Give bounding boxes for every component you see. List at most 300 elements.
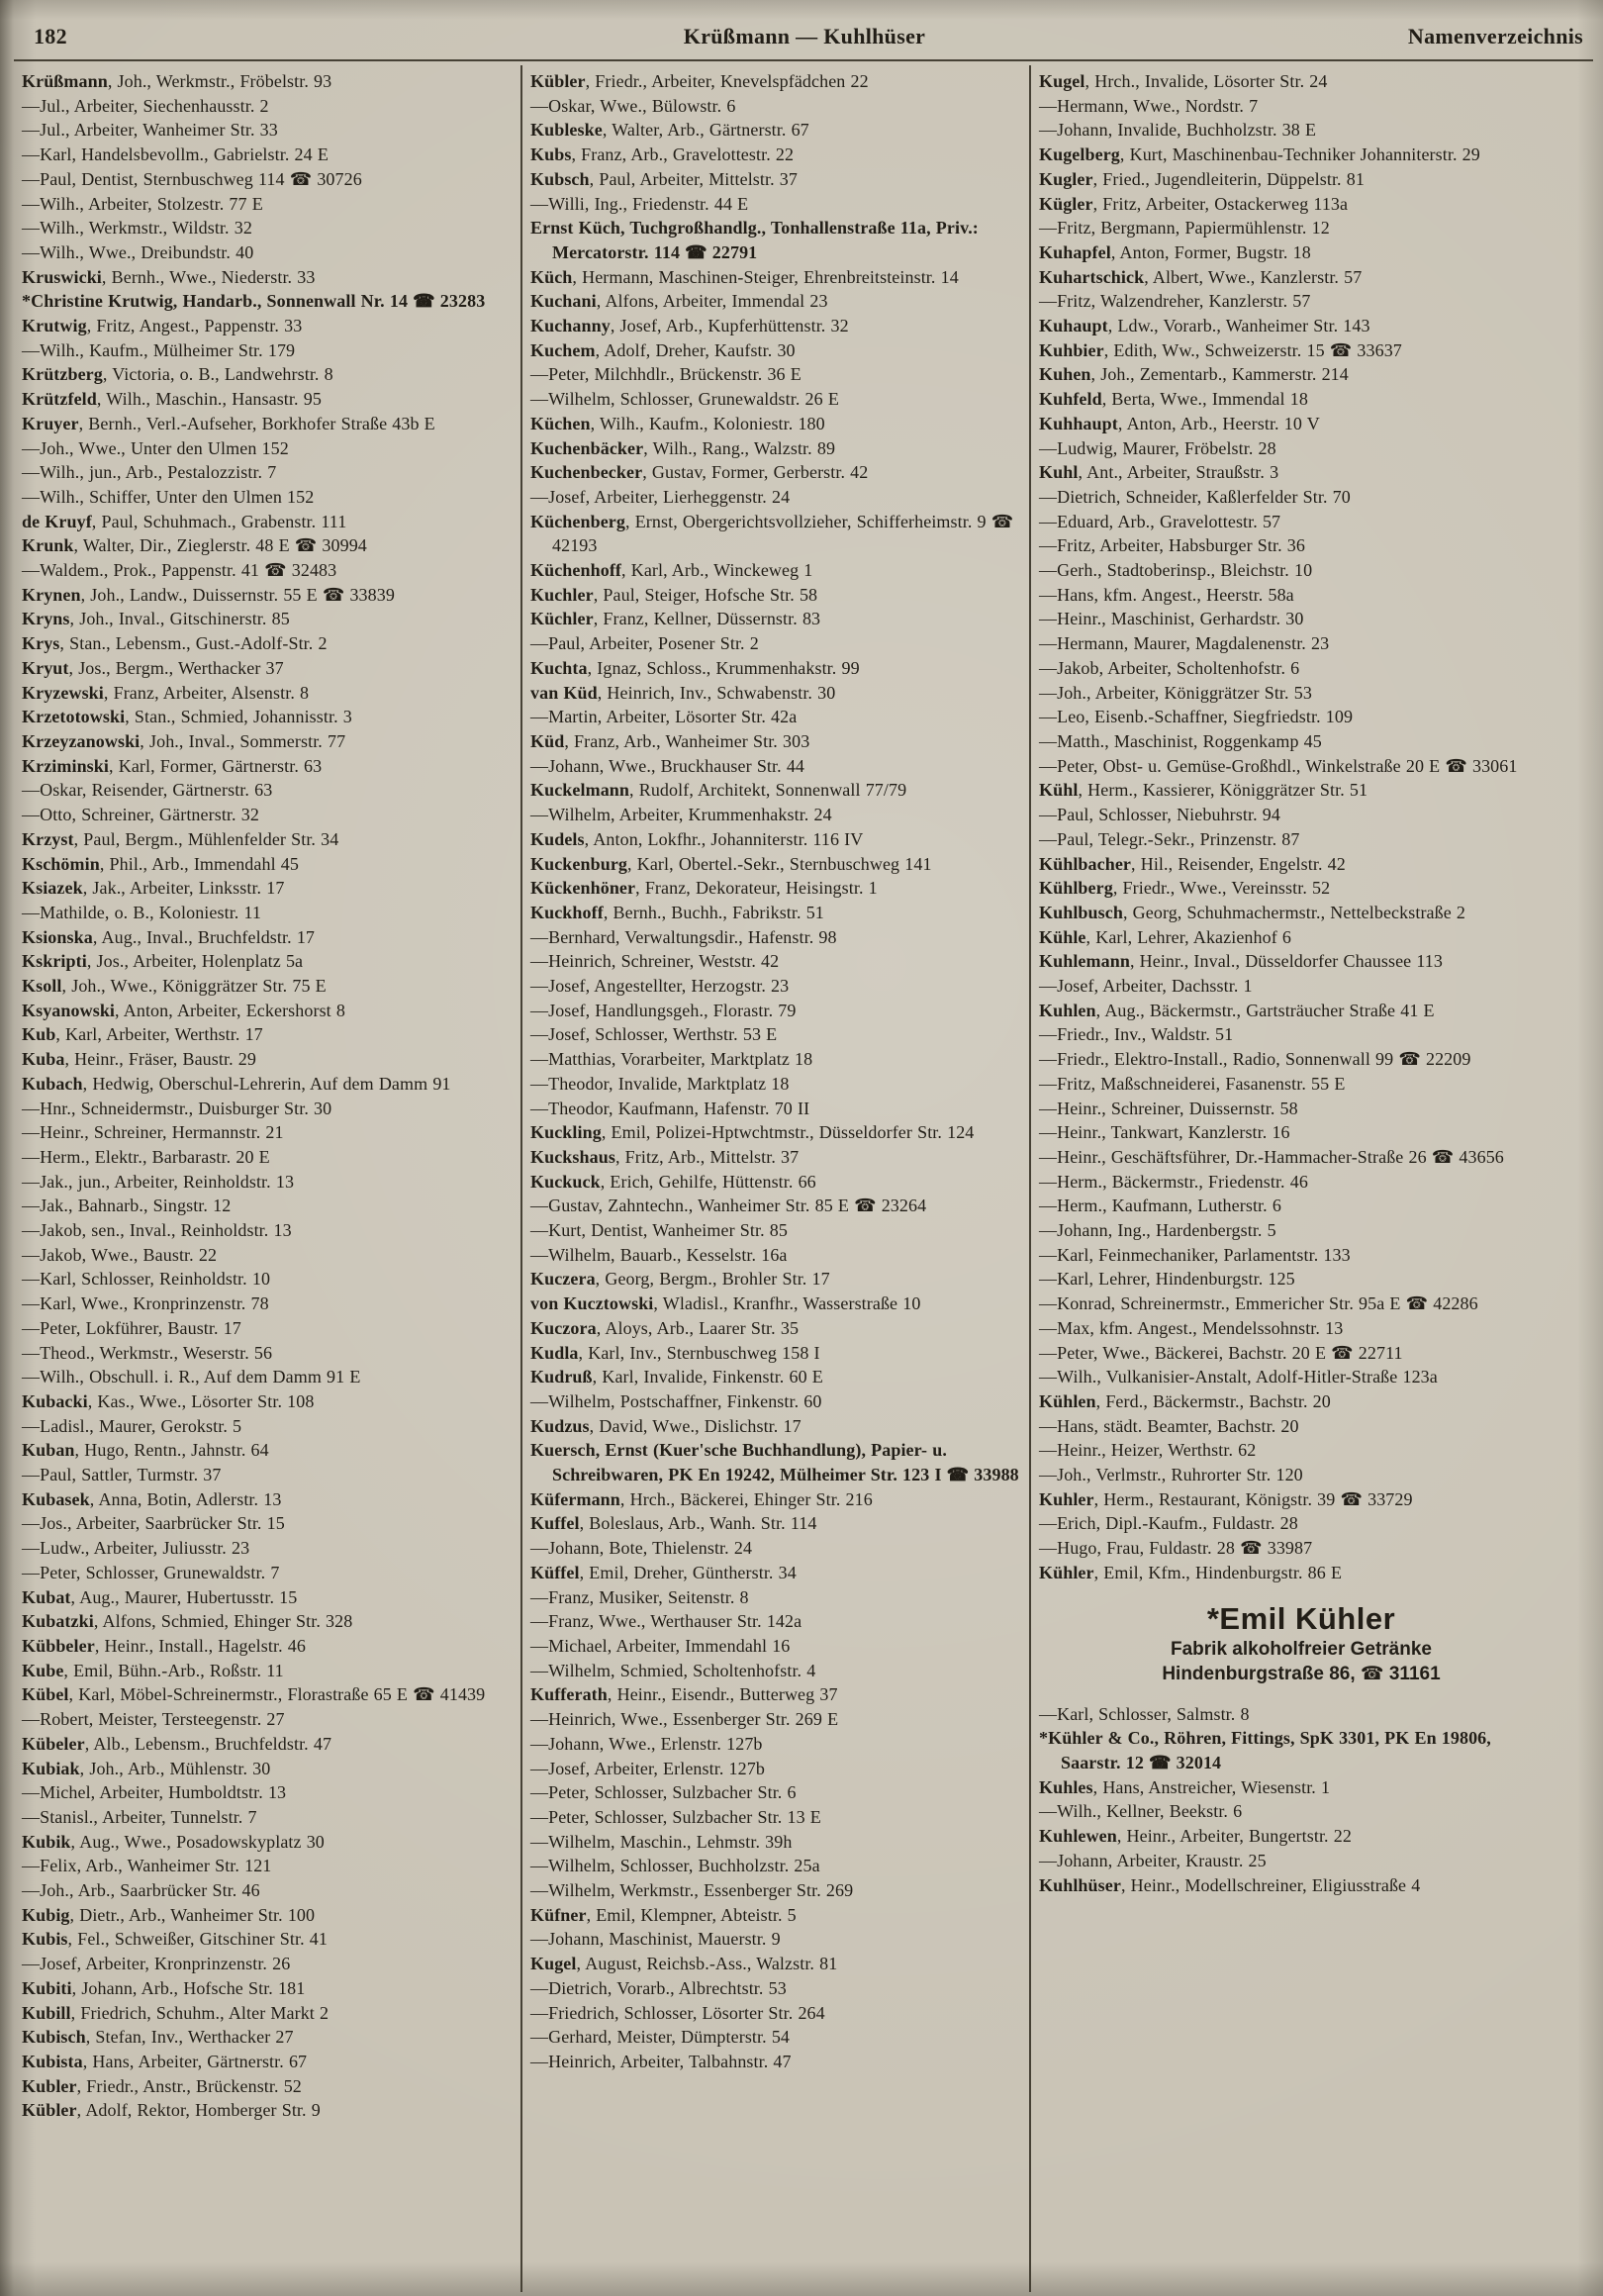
entry-surname: Kubisch — [22, 2027, 86, 2048]
entry-surname: Kuchem — [530, 339, 596, 360]
directory-entry: Kübler, Adolf, Rektor, Homberger Str. 9 — [22, 2100, 321, 2121]
directory-entry: —Johann, Maschinist, Mauerstr. 9 — [530, 1929, 781, 1950]
directory-entry: Kühlbacher, Hil., Reisender, Engelstr. 42 — [1039, 853, 1346, 874]
directory-entry: —Peter, Milchhdlr., Brückenstr. 36 E — [530, 364, 802, 385]
entry-surname: Kryzewski — [22, 682, 104, 703]
directory-entry: Kuckuck, Erich, Gehilfe, Hüttenstr. 66 — [530, 1171, 816, 1192]
entry-surname: Kub — [22, 1024, 56, 1045]
directory-entry: —Karl, Schlosser, Salmstr. 8 — [1039, 1703, 1250, 1724]
directory-entry: —Karl, Wwe., Kronprinzenstr. 78 — [22, 1293, 269, 1314]
entry-surname: Krützfeld — [22, 389, 97, 410]
directory-entry: Küfner, Emil, Klempner, Abteistr. 5 — [530, 1904, 797, 1925]
directory-entry: —Erich, Dipl.-Kaufm., Fuldastr. 28 — [1039, 1513, 1298, 1534]
section-label: Namenverzeichnis — [1407, 24, 1583, 48]
directory-entry: —Josef, Arbeiter, Lierheggenstr. 24 — [530, 486, 791, 507]
entry-surname: Kübler — [530, 71, 586, 91]
directory-entry: —Wilh., Werkmstr., Wildstr. 32 — [22, 218, 252, 239]
directory-entry: Ksiazek, Jak., Arbeiter, Linksstr. 17 — [22, 878, 285, 899]
directory-entry: Kuchler, Paul, Steiger, Hofsche Str. 58 — [530, 584, 818, 605]
entry-surname: Kugel — [530, 1954, 577, 1974]
directory-entry: Kuhbier, Edith, Ww., Schweizerstr. 15 ☎ 33637 — [1039, 339, 1402, 360]
directory-entry: —Gustav, Zahntechn., Wanheimer Str. 85 E ☎ 23264 — [530, 1196, 927, 1216]
directory-entry: Kubisch, Stefan, Inv., Werthacker 27 — [22, 2027, 294, 2048]
directory-entry: Kubler, Friedr., Anstr., Brückenstr. 52 — [22, 2075, 302, 2096]
directory-entry: Kuhl, Ant., Arbeiter, Straußstr. 3 — [1039, 462, 1279, 483]
directory-entry: Kuhlen, Aug., Bäckermstr., Gartsträucher Straße 41 E — [1039, 1000, 1435, 1020]
directory-entry: Kudzus, David, Wwe., Dislichstr. 17 — [530, 1415, 802, 1436]
entry-surname: Küffel — [530, 1562, 580, 1582]
directory-entry: Kühlen, Ferd., Bäckermstr., Bachstr. 20 — [1039, 1390, 1331, 1411]
directory-entry: Kudla, Karl, Inv., Sternbuschweg 158 I — [530, 1342, 820, 1363]
directory-entry: Kuhlemann, Heinr., Inval., Düsseldorfer Chaussee 113 — [1039, 951, 1443, 972]
directory-entry: Kügler, Fritz, Arbeiter, Ostackerweg 113a — [1039, 193, 1349, 214]
entry-surname: Kuchani — [530, 291, 597, 312]
directory-entry: —Johann, Wwe., Erlenstr. 127b — [530, 1733, 763, 1754]
directory-entry: —Josef, Angestellter, Herzogstr. 23 — [530, 976, 790, 997]
directory-entry: Kuersch, Ernst (Kuer'sche Buchhandlung), Papier- u. Schreibwaren, PK En 19242, Mülheimer Str. 123 I ☎ 33988 — [530, 1440, 1019, 1485]
directory-entry: —Otto, Schreiner, Gärtnerstr. 32 — [22, 805, 259, 825]
directory-entry: —Hugo, Frau, Fuldastr. 28 ☎ 33987 — [1039, 1538, 1313, 1559]
entry-surname: Kuczora — [530, 1317, 597, 1338]
entry-surname: Kubach — [22, 1073, 83, 1094]
entry-surname: Kudzus — [530, 1415, 590, 1436]
entry-surname: Kudruß — [530, 1367, 593, 1387]
directory-entry: Kryzewski, Franz, Arbeiter, Alsenstr. 8 — [22, 682, 310, 703]
directory-entry: —Mathilde, o. B., Koloniestr. 11 — [22, 902, 262, 922]
directory-entry: Kubs, Franz, Arb., Gravelottestr. 22 — [530, 144, 795, 165]
directory-entry: Kübbeler, Heinr., Install., Hagelstr. 46 — [22, 1636, 306, 1656]
directory-entry: Kub, Karl, Arbeiter, Werthstr. 17 — [22, 1024, 263, 1045]
entry-surname: von Kucztowski — [530, 1293, 654, 1314]
directory-entry: —Max, kfm. Angest., Mendelssohnstr. 13 — [1039, 1317, 1344, 1338]
directory-entry: —Josef, Arbeiter, Kronprinzenstr. 26 — [22, 1954, 291, 1974]
directory-entry: —Dietrich, Schneider, Kaßlerfelder Str. 70 — [1039, 486, 1351, 507]
directory-entry: —Josef, Handlungsgeh., Florastr. 79 — [530, 1000, 797, 1020]
directory-entry: Küch, Hermann, Maschinen-Steiger, Ehrenbreitsteinstr. 14 — [530, 266, 959, 287]
entry-surname: Kubig — [22, 1904, 70, 1925]
entry-surname: Kühlen — [1039, 1390, 1096, 1411]
directory-entry: —Friedrich, Schlosser, Lösorter Str. 264 — [530, 2002, 825, 2023]
directory-entry: —Friedr., Elektro-Install., Radio, Sonnenwall 99 ☎ 22209 — [1039, 1049, 1471, 1070]
directory-entry: —Gerhard, Meister, Dümpterstr. 54 — [530, 2027, 791, 2048]
directory-entry: Krüßmann, Joh., Werkmstr., Fröbelstr. 93 — [22, 71, 332, 91]
directory-entry: Kuhles, Hans, Anstreicher, Wiesenstr. 1 — [1039, 1776, 1331, 1797]
entry-surname: Kubleske — [530, 120, 603, 141]
entry-surname: Kuba — [22, 1049, 65, 1070]
directory-entry: —Ludwig, Maurer, Fröbelstr. 28 — [1039, 437, 1276, 458]
directory-entry: —Wilh., Kellner, Beekstr. 6 — [1039, 1801, 1243, 1822]
entry-surname: Kubs — [530, 144, 572, 165]
entry-surname: Kübeler — [22, 1733, 85, 1754]
directory-entry: Kugel, Hrch., Invalide, Lösorter Str. 24 — [1039, 71, 1328, 91]
entry-surname: Kubatzki — [22, 1611, 94, 1632]
entry-surname: Kuczera — [530, 1269, 596, 1290]
directory-entry: —Wilh., Kaufm., Mülheimer Str. 179 — [22, 339, 296, 360]
directory-entry: —Jakob, Wwe., Baustr. 22 — [22, 1244, 218, 1265]
directory-entry: —Heinrich, Wwe., Essenberger Str. 269 E — [530, 1709, 839, 1730]
directory-entry: —Peter, Obst- u. Gemüse-Großhdl., Winkelstraße 20 E ☎ 33061 — [1039, 755, 1518, 776]
entry-surname: Ksionska — [22, 926, 93, 947]
directory-entry: —Kurt, Dentist, Wanheimer Str. 85 — [530, 1220, 788, 1241]
directory-entry: —Dietrich, Vorarb., Albrechtstr. 53 — [530, 1977, 787, 1998]
directory-entry: Kugelberg, Kurt, Maschinenbau-Techniker Johanniterstr. 29 — [1039, 144, 1480, 165]
directory-entry: —Karl, Handelsbevollm., Gabrielstr. 24 E — [22, 144, 329, 165]
directory-entry: Kuchem, Adolf, Dreher, Kaufstr. 30 — [530, 339, 796, 360]
directory-entry: Kubig, Dietr., Arb., Wanheimer Str. 100 — [22, 1904, 316, 1925]
directory-entry: —Gerh., Stadtoberinsp., Bleichstr. 10 — [1039, 560, 1313, 581]
directory-entry: —Franz, Wwe., Werthauser Str. 142a — [530, 1611, 802, 1632]
directory-entry: —Heinr., Heizer, Werthstr. 62 — [1039, 1440, 1257, 1461]
directory-entry: Krunk, Walter, Dir., Zieglerstr. 48 E ☎ 30994 — [22, 535, 367, 556]
entry-surname: Kuckhoff — [530, 902, 604, 922]
directory-entry: —Waldem., Prok., Pappenstr. 41 ☎ 32483 — [22, 560, 337, 581]
header-rule — [14, 59, 1593, 61]
directory-entry: —Fritz, Bergmann, Papiermühlenstr. 12 — [1039, 218, 1330, 239]
directory-entry: *Christine Krutwig, Handarb., Sonnenwall Nr. 14 ☎ 23283 — [22, 291, 486, 312]
entry-surname: Krzeyzanowski — [22, 730, 141, 751]
directory-entry: Kugler, Fried., Jugendleiterin, Düppelstr. 81 — [1039, 168, 1365, 189]
entry-surname: Kuckuck — [530, 1171, 601, 1192]
entry-surname: Kubler — [22, 2075, 77, 2096]
directory-entry: —Wilhelm, Maschin., Lehmstr. 39h — [530, 1831, 793, 1852]
directory-entry: —Robert, Meister, Tersteegenstr. 27 — [22, 1709, 285, 1730]
entry-surname: Kühl — [1039, 780, 1079, 801]
entry-surname: Kuhl — [1039, 462, 1079, 483]
directory-entry: —Paul, Schlosser, Niebuhrstr. 94 — [1039, 805, 1280, 825]
entry-surname: Kugelberg — [1039, 144, 1120, 165]
directory-entry: Kuba, Heinr., Fräser, Baustr. 29 — [22, 1049, 256, 1070]
entry-surname: Krunk — [22, 535, 74, 556]
directory-entry: —Fritz, Walzendreher, Kanzlerstr. 57 — [1039, 291, 1311, 312]
running-title: Krüßmann — Kuhlhüser — [683, 24, 926, 48]
directory-entry: Ernst Küch, Tuchgroßhandlg., Tonhallenstraße 11a, Priv.: Mercatorstr. 114 ☎ 22791 — [530, 218, 979, 262]
directory-entry: —Felix, Arb., Wanheimer Str. 121 — [22, 1856, 272, 1876]
entry-surname: Kubasek — [22, 1488, 90, 1509]
entry-surname: Kühle — [1039, 926, 1086, 947]
directory-entry: —Josef, Arbeiter, Erlenstr. 127b — [530, 1758, 765, 1778]
directory-entry: Kuckling, Emil, Polizei-Hptwchtmstr., Düsseldorfer Str. 124 — [530, 1122, 975, 1143]
directory-entry: —Theodor, Invalide, Marktplatz 18 — [530, 1073, 790, 1094]
entry-surname: Kügler — [1039, 193, 1093, 214]
entry-surname: Ksiazek — [22, 878, 83, 899]
directory-entry: —Oskar, Reisender, Gärtnerstr. 63 — [22, 780, 273, 801]
entry-surname: Ksyanowski — [22, 1000, 116, 1020]
directory-entry: —Hans, städt. Beamter, Bachstr. 20 — [1039, 1415, 1299, 1436]
entry-surname: Küch — [530, 266, 573, 287]
directory-entry: —Johann, Bote, Thielenstr. 24 — [530, 1538, 753, 1559]
entry-surname: Kuhhaupt — [1039, 413, 1118, 433]
directory-entry: Kuchanny, Josef, Arb., Kupferhüttenstr. 32 — [530, 316, 849, 336]
directory-entry: —Wilhelm, Schmied, Scholtenhofstr. 4 — [530, 1660, 816, 1680]
entry-surname: Kryut — [22, 657, 69, 678]
directory-entry: —Wilh., jun., Arb., Pestalozzistr. 7 — [22, 462, 277, 483]
directory-entry: *Kühler & Co., Röhren, Fittings, SpK 3301, PK En 19806, Saarstr. 12 ☎ 32014 — [1039, 1728, 1491, 1772]
directory-entry: —Heinr., Maschinist, Gerhardstr. 30 — [1039, 609, 1304, 629]
entry-surname: Krynen — [22, 584, 81, 605]
directory-entry: Kuczora, Aloys, Arb., Laarer Str. 35 — [530, 1317, 800, 1338]
entry-surname: Kskripti — [22, 951, 87, 972]
directory-entry: —Josef, Schlosser, Werthstr. 53 E — [530, 1024, 778, 1045]
directory-entry: Kryut, Jos., Bergm., Werthacker 37 — [22, 657, 284, 678]
directory-entry: Kruswicki, Bernh., Wwe., Niederstr. 33 — [22, 266, 316, 287]
directory-entry: Kuckshaus, Fritz, Arb., Mittelstr. 37 — [530, 1146, 800, 1167]
directory-entry: —Matth., Maschinist, Roggenkamp 45 — [1039, 730, 1322, 751]
directory-entry: Kuchenbecker, Gustav, Former, Gerberstr. 42 — [530, 462, 869, 483]
directory-entry: Kühl, Herm., Kassierer, Königgrätzer Str. 51 — [1039, 780, 1368, 801]
ad-line: Fabrik alkoholfreier Getränke — [1171, 1638, 1432, 1660]
directory-entry: —Jul., Arbeiter, Siechenhausstr. 2 — [22, 95, 269, 116]
directory-entry: —Ladisl., Maurer, Gerokstr. 5 — [22, 1415, 242, 1436]
directory-entry: Kufferath, Heinr., Eisendr., Butterweg 37 — [530, 1684, 838, 1705]
directory-entry: —Heinr., Tankwart, Kanzlerstr. 16 — [1039, 1122, 1290, 1143]
directory-entry: —Hermann, Wwe., Nordstr. 7 — [1039, 95, 1259, 116]
directory-entry: —Heinr., Schreiner, Hermannstr. 21 — [22, 1122, 284, 1143]
directory-entry: —Wilhelm, Arbeiter, Krummenhakstr. 24 — [530, 805, 832, 825]
directory-entry: Krziminski, Karl, Former, Gärtnerstr. 63 — [22, 755, 323, 776]
directory-entry: Ksyanowski, Anton, Arbeiter, Eckershorst 8 — [22, 1000, 345, 1020]
directory-entry: Kuffel, Boleslaus, Arb., Wanh. Str. 114 — [530, 1513, 817, 1534]
entry-surname: Kübel — [22, 1684, 69, 1705]
directory-entry: Kuhapfel, Anton, Former, Bugstr. 18 — [1039, 241, 1311, 262]
directory-entry: Kuckelmann, Rudolf, Architekt, Sonnenwall 77/79 — [530, 780, 907, 801]
entry-surname: Kufferath — [530, 1684, 608, 1705]
directory-entry: —Paul, Arbeiter, Posener Str. 2 — [530, 633, 759, 654]
entry-surname: Kückenhöner — [530, 878, 636, 899]
directory-entry: Kuchta, Ignaz, Schloss., Krummenhakstr. 99 — [530, 657, 860, 678]
directory-entry: —Josef, Arbeiter, Dachsstr. 1 — [1039, 976, 1253, 997]
directory-entry: —Paul, Telegr.-Sekr., Prinzenstr. 87 — [1039, 828, 1300, 849]
directory-entry: Kuban, Hugo, Rentn., Jahnstr. 64 — [22, 1440, 269, 1461]
directory-entry: —Franz, Musiker, Seitenstr. 8 — [530, 1586, 749, 1607]
directory-entry: —Karl, Lehrer, Hindenburgstr. 125 — [1039, 1269, 1295, 1290]
directory-entry: Kübler, Friedr., Arbeiter, Knevelspfädchen 22 — [530, 71, 869, 91]
directory-entry: Krutwig, Fritz, Angest., Pappenstr. 33 — [22, 316, 303, 336]
directory-entry: Kübel, Karl, Möbel-Schreinermstr., Florastraße 65 E ☎ 41439 — [22, 1684, 486, 1705]
directory-entry: Kuchani, Alfons, Arbeiter, Immendal 23 — [530, 291, 828, 312]
directory-entry: —Wilh., Vulkanisier-Anstalt, Adolf-Hitler-Straße 123a — [1039, 1367, 1438, 1387]
entry-surname: Kudla — [530, 1342, 579, 1363]
directory-entry: —Ludw., Arbeiter, Juliusstr. 23 — [22, 1538, 250, 1559]
entry-surname: Kühlbacher — [1039, 853, 1132, 874]
directory-entry: —Peter, Lokführer, Baustr. 17 — [22, 1317, 241, 1338]
directory-entry: Kuchenbäcker, Wilh., Rang., Walzstr. 89 — [530, 437, 836, 458]
directory-entry: von Kucztowski, Wladisl., Kranfhr., Wasserstraße 10 — [530, 1293, 921, 1314]
entry-surname: Krüßmann — [22, 71, 108, 91]
directory-entry: Kuckenburg, Karl, Obertel.-Sekr., Sternbuschweg 141 — [530, 853, 932, 874]
directory-entry: —Konrad, Schreinermstr., Emmericher Str. 95a E ☎ 42286 — [1039, 1293, 1478, 1314]
entry-surname: Küchenhoff — [530, 560, 622, 581]
directory-entry: —Matthias, Vorarbeiter, Marktplatz 18 — [530, 1049, 813, 1070]
entry-surname: Kuhlewen — [1039, 1826, 1117, 1847]
entry-surname: Kubsch — [530, 168, 590, 189]
directory-entry: Kuhlbusch, Georg, Schuhmachermstr., Nettelbeckstraße 2 — [1039, 902, 1466, 922]
entry-surname: Krziminski — [22, 755, 110, 776]
directory-entry: —Wilh., Schiffer, Unter den Ulmen 152 — [22, 486, 315, 507]
entry-surname: Kuckshaus — [530, 1146, 615, 1167]
directory-entry: Kskripti, Jos., Arbeiter, Holenplatz 5a — [22, 951, 304, 972]
entry-surname: Ksoll — [22, 976, 62, 997]
directory-entry: Küchler, Franz, Kellner, Düssernstr. 83 — [530, 609, 821, 629]
entry-surname: Kruyer — [22, 413, 79, 433]
directory-entry: Kuckhoff, Bernh., Buchh., Fabrikstr. 51 — [530, 902, 824, 922]
directory-entry: Kubacki, Kas., Wwe., Lösorter Str. 108 — [22, 1390, 315, 1411]
directory-entry: Krützfeld, Wilh., Maschin., Hansastr. 95 — [22, 389, 322, 410]
directory-entry: —Michel, Arbeiter, Humboldtstr. 13 — [22, 1782, 287, 1803]
directory-entry: Küchenhoff, Karl, Arb., Winckeweg 1 — [530, 560, 813, 581]
directory-entry: Kuhfeld, Berta, Wwe., Immendal 18 — [1039, 389, 1308, 410]
entry-surname: Küchen — [530, 413, 591, 433]
directory-entry: —Johann, Wwe., Bruckhauser Str. 44 — [530, 755, 805, 776]
directory-entry: —Johann, Ing., Hardenbergstr. 5 — [1039, 1220, 1276, 1241]
directory-columns — [14, 65, 1593, 2292]
directory-entry: Kubat, Aug., Maurer, Hubertusstr. 15 — [22, 1586, 298, 1607]
entry-surname: Kuckenburg — [530, 853, 628, 874]
entry-surname: Kuhbier — [1039, 339, 1104, 360]
directory-entry: Kubis, Fel., Schweißer, Gitschiner Str. 41 — [22, 1929, 328, 1950]
directory-entry: —Heinrich, Arbeiter, Talbahnstr. 47 — [530, 2051, 792, 2071]
entry-surname: Krzetotowski — [22, 707, 126, 727]
entry-surname: Kuhler — [1039, 1488, 1094, 1509]
entry-surname: Kübler — [22, 2100, 77, 2121]
entry-surname: Kubill — [22, 2002, 71, 2023]
directory-entry: Kubill, Friedrich, Schuhm., Alter Markt 2 — [22, 2002, 330, 2023]
directory-entry: —Friedr., Inv., Waldstr. 51 — [1039, 1024, 1234, 1045]
directory-entry: —Wilhelm, Postschaffner, Finkenstr. 60 — [530, 1390, 822, 1411]
directory-entry: —Wilhelm, Bauarb., Kesselstr. 16a — [530, 1244, 788, 1265]
entry-surname: Kühlberg — [1039, 878, 1113, 899]
directory-entry: Kube, Emil, Bühn.-Arb., Roßstr. 11 — [22, 1660, 284, 1680]
directory-entry: —Peter, Schlosser, Sulzbacher Str. 6 — [530, 1782, 797, 1803]
directory-entry: —Wilh., Wwe., Dreibundstr. 40 — [22, 241, 254, 262]
entry-surname: Kuchanny — [530, 316, 611, 336]
directory-entry: —Karl, Schlosser, Reinholdstr. 10 — [22, 1269, 271, 1290]
entry-surname: Küchenberg — [530, 511, 626, 531]
directory-entry: Krzetotowski, Stan., Schmied, Johannisstr. 3 — [22, 707, 352, 727]
directory-entry: —Herm., Bäckermstr., Friedenstr. 46 — [1039, 1171, 1308, 1192]
directory-entry: —Peter, Schlosser, Sulzbacher Str. 13 E — [530, 1806, 821, 1827]
directory-entry: —Martin, Arbeiter, Lösorter Str. 42a — [530, 707, 798, 727]
entry-surname: Krzyst — [22, 828, 74, 849]
directory-entry: —Peter, Schlosser, Grunewaldstr. 7 — [22, 1562, 280, 1582]
directory-entry: Kuhhaupt, Anton, Arb., Heerstr. 10 V — [1039, 413, 1320, 433]
directory-entry: Kuhler, Herm., Restaurant, Königstr. 39 ☎ 33729 — [1039, 1488, 1413, 1509]
entry-surname: Krützberg — [22, 364, 103, 385]
directory-entry: Küchenberg, Ernst, Obergerichtsvollzieher, Schifferheimstr. 9 ☎ 42193 — [530, 511, 1014, 556]
directory-entry: Küfermann, Hrch., Bäckerei, Ehinger Str. 216 — [530, 1488, 873, 1509]
directory-entry: Kubik, Aug., Wwe., Posadowskyplatz 30 — [22, 1831, 325, 1852]
entry-surname: Kuhlen — [1039, 1000, 1096, 1020]
directory-entry: Ksionska, Aug., Inval., Bruchfeldstr. 17 — [22, 926, 316, 947]
entry-surname: Kubacki — [22, 1390, 88, 1411]
directory-entry: de Kruyf, Paul, Schuhmach., Grabenstr. 111 — [22, 511, 347, 531]
directory-entry: —Theodor, Kaufmann, Hafenstr. 70 II — [530, 1098, 810, 1118]
directory-entry: Kubasek, Anna, Botin, Adlerstr. 13 — [22, 1488, 282, 1509]
directory-entry: —Fritz, Maßschneiderei, Fasanenstr. 55 E — [1039, 1073, 1346, 1094]
directory-entry: Kühle, Karl, Lehrer, Akazienhof 6 — [1039, 926, 1292, 947]
directory-entry: —Joh., Arbeiter, Königgrätzer Str. 53 — [1039, 682, 1312, 703]
entry-surname: Kubista — [22, 2051, 83, 2071]
entry-surname: Kubis — [22, 1929, 68, 1950]
entry-surname: Kschömin — [22, 853, 100, 874]
entry-surname: Kuchta — [530, 657, 588, 678]
directory-entry: Kruyer, Bernh., Verl.-Aufseher, Borkhofer Straße 43b E — [22, 413, 435, 433]
directory-entry: —Joh., Arb., Saarbrücker Str. 46 — [22, 1880, 260, 1901]
page-number: 182 — [34, 24, 67, 48]
entry-surname: Kuchenbäcker — [530, 437, 644, 458]
directory-entry: —Wilh., Obschull. i. R., Auf dem Damm 91 E — [22, 1367, 361, 1387]
entry-surname: Kuhapfel — [1039, 241, 1111, 262]
entry-surname: Kuhlhüser — [1039, 1874, 1121, 1895]
entry-surname: de Kruyf — [22, 511, 92, 531]
directory-entry: —Fritz, Arbeiter, Habsburger Str. 36 — [1039, 535, 1306, 556]
directory-entry: —Herm., Elektr., Barbarastr. 20 E — [22, 1146, 270, 1167]
entry-surname: Kryns — [22, 609, 70, 629]
directory-entry: Küchen, Wilh., Kaufm., Koloniestr. 180 — [530, 413, 825, 433]
directory-entry: —Heinr., Geschäftsführer, Dr.-Hammacher-Straße 26 ☎ 43656 — [1039, 1146, 1504, 1167]
directory-entry: Kückenhöner, Franz, Dekorateur, Heisingstr. 1 — [530, 878, 878, 899]
directory-entry: Kuhlhüser, Heinr., Modellschreiner, Eligiusstraße 4 — [1039, 1874, 1421, 1895]
directory-entry: —Heinr., Schreiner, Duissernstr. 58 — [1039, 1098, 1298, 1118]
entry-surname: Küd — [530, 730, 565, 751]
directory-entry: —Hans, kfm. Angest., Heerstr. 58a — [1039, 584, 1294, 605]
entry-surname: Kuban — [22, 1440, 75, 1461]
directory-entry: Kuhen, Joh., Zementarb., Kammerstr. 214 — [1039, 364, 1349, 385]
entry-surname: Kubik — [22, 1831, 71, 1852]
entry-surname: Kubat — [22, 1586, 71, 1607]
directory-entry: —Eduard, Arb., Gravelottestr. 57 — [1039, 511, 1281, 531]
page-header — [20, 24, 1589, 49]
entry-surname: Kuhlemann — [1039, 951, 1130, 972]
entry-surname: Kuhles — [1039, 1776, 1093, 1797]
entry-surname: Kuhaupt — [1039, 316, 1108, 336]
directory-entry: —Paul, Sattler, Turmstr. 37 — [22, 1465, 222, 1485]
entry-surname: Kugel — [1039, 71, 1085, 91]
directory-entry: Kuhaupt, Ldw., Vorarb., Wanheimer Str. 143 — [1039, 316, 1370, 336]
entry-surname: Kuffel — [530, 1513, 580, 1534]
directory-entry: Kühler, Emil, Kfm., Hindenburgstr. 86 E — [1039, 1562, 1343, 1582]
directory-entry: —Wilhelm, Schlosser, Grunewaldstr. 26 E — [530, 389, 839, 410]
directory-entry: —Joh., Verlmstr., Ruhrorter Str. 120 — [1039, 1465, 1303, 1485]
entry-surname: van Küd — [530, 682, 598, 703]
ad-line: Hindenburgstraße 86, ☎ 31161 — [1162, 1663, 1441, 1684]
directory-entry: Kschömin, Phil., Arb., Immendahl 45 — [22, 853, 300, 874]
directory-entry: Krzeyzanowski, Joh., Inval., Sommerstr. 77 — [22, 730, 346, 751]
entry-surname: Kuchenbecker — [530, 462, 643, 483]
entry-surname: Krys — [22, 633, 60, 654]
ad-box — [1083, 1601, 1520, 1686]
directory-entry: Krützberg, Victoria, o. B., Landwehrstr. 8 — [22, 364, 333, 385]
entry-surname: Kuhartschick — [1039, 266, 1145, 287]
entry-surname: Kugler — [1039, 168, 1093, 189]
directory-column — [14, 65, 520, 2292]
directory-entry: —Paul, Dentist, Sternbuschweg 114 ☎ 30726 — [22, 168, 362, 189]
directory-entry: Kuhartschick, Albert, Wwe., Kanzlerstr. 57 — [1039, 266, 1363, 287]
directory-entry: —Karl, Feinmechaniker, Parlamentstr. 133 — [1039, 1244, 1351, 1265]
ad-title: *Emil Kühler — [1206, 1600, 1396, 1636]
directory-entry: Kubsch, Paul, Arbeiter, Mittelstr. 37 — [530, 168, 799, 189]
directory-entry: Ksoll, Joh., Wwe., Königgrätzer Str. 75 E — [22, 976, 327, 997]
directory-entry: —Heinrich, Schreiner, Weststr. 42 — [530, 951, 780, 972]
directory-entry: Kuhlewen, Heinr., Arbeiter, Bungertstr. 22 — [1039, 1826, 1352, 1847]
directory-entry: —Hnr., Schneidermstr., Duisburger Str. 30 — [22, 1098, 332, 1118]
directory-entry: Kubleske, Walter, Arb., Gärtnerstr. 67 — [530, 120, 809, 141]
entry-surname: Kuckelmann — [530, 780, 630, 801]
directory-entry: —Johann, Arbeiter, Kraustr. 25 — [1039, 1850, 1267, 1870]
directory-entry: Krzyst, Paul, Bergm., Mühlenfelder Str. 34 — [22, 828, 339, 849]
directory-entry: —Hermann, Maurer, Magdalenenstr. 23 — [1039, 633, 1330, 654]
directory-entry: Kryns, Joh., Inval., Gitschinerstr. 85 — [22, 609, 290, 629]
directory-entry: —Wilhelm, Werkmstr., Essenberger Str. 269 — [530, 1880, 854, 1901]
